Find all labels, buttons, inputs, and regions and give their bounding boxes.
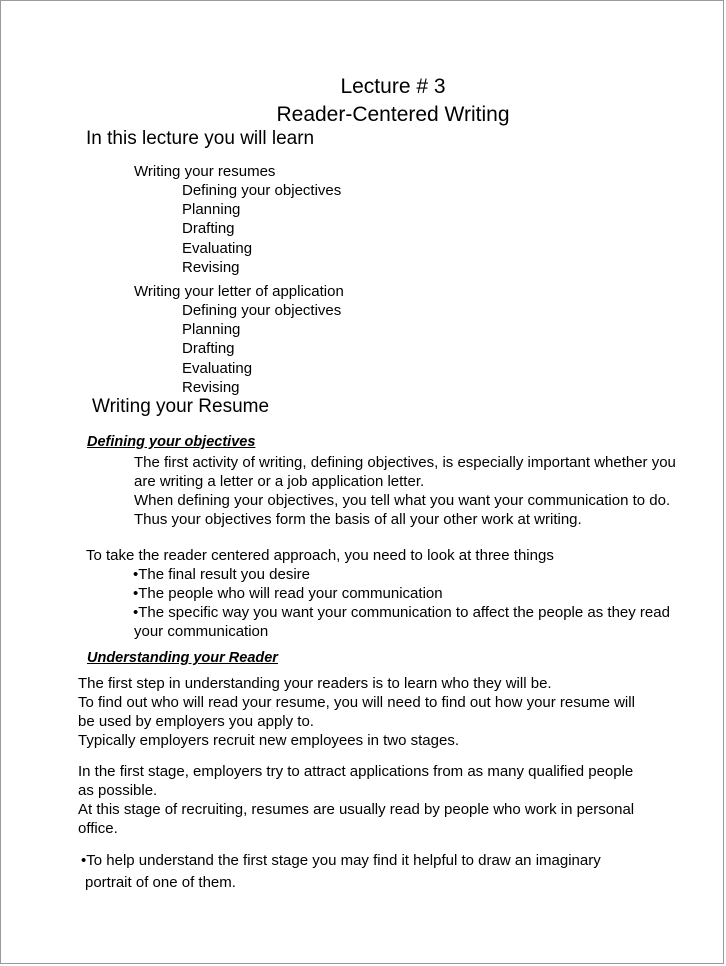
list-item: Defining your objectives	[182, 302, 342, 319]
list-item: • The specific way you want your communication to affect the people as they read	[133, 603, 670, 622]
topic-steps-letter	[182, 301, 341, 397]
paragraph-line: When defining your objectives, you tell what you want your communication to do.	[134, 492, 671, 509]
paragraph-line: At this stage of recruiting, resumes are usually read by people who work in personal	[78, 801, 635, 818]
objectives-subheading: Defining your objectives	[87, 434, 256, 450]
tip-bullet	[81, 850, 601, 894]
approach-intro: To take the reader centered approach, you need to look at three things	[86, 547, 554, 564]
paragraph-line: The first step in understanding your readers is to learn who they will be.	[78, 675, 552, 692]
lecture-title: Reader-Centered Writing	[276, 103, 510, 126]
list-item: Revising	[182, 258, 240, 276]
paragraph-line: To find out who will read your resume, you will need to find out how your resume will	[78, 694, 635, 711]
list-item: Evaluating	[182, 359, 253, 377]
approach-bullets	[133, 565, 670, 622]
topic-title-resumes: Writing your resumes	[134, 163, 276, 180]
paragraph-line: Typically employers recruit new employees in two stages.	[78, 732, 459, 749]
list-item: Planning	[182, 201, 241, 219]
tip-line: portrait of one of them.	[85, 874, 236, 891]
list-item: Revising	[182, 378, 240, 396]
tip-line: •To help understand the first stage you may find it helpful to draw an imaginary	[81, 852, 601, 869]
objectives-paragraph	[134, 453, 676, 529]
reader-paragraph-1	[78, 674, 635, 750]
list-item: Drafting	[182, 340, 235, 358]
paragraph-line: Thus your objectives form the basis of all your other work at writing.	[134, 511, 582, 528]
list-item: Defining your objectives	[182, 182, 342, 199]
paragraph-line: be used by employers you apply to.	[78, 713, 314, 730]
lecture-number: Lecture # 3	[340, 75, 446, 98]
resume-heading: Writing your Resume	[92, 396, 270, 417]
topic-title-letter: Writing your letter of application	[134, 283, 344, 300]
approach-continuation: your communication	[134, 623, 269, 640]
list-item: • The final result you desire	[133, 565, 670, 584]
reader-paragraph-2	[78, 762, 634, 838]
paragraph-line: In the first stage, employers try to attract applications from as many qualified people	[78, 763, 634, 780]
list-item: Evaluating	[182, 239, 253, 257]
paragraph-line: as possible.	[78, 782, 158, 799]
reader-subheading: Understanding your Reader	[87, 650, 278, 666]
list-item: Drafting	[182, 220, 235, 238]
topic-steps-resumes	[182, 181, 341, 277]
list-item: • The people who will read your communication	[133, 584, 670, 603]
paragraph-line: are writing a letter or a job application letter.	[134, 473, 425, 490]
paragraph-line: office.	[78, 820, 118, 837]
paragraph-line: The first activity of writing, defining objectives, is especially important whether you	[134, 454, 676, 471]
intro-heading: In this lecture you will learn	[86, 128, 315, 149]
list-item: Planning	[182, 321, 241, 339]
